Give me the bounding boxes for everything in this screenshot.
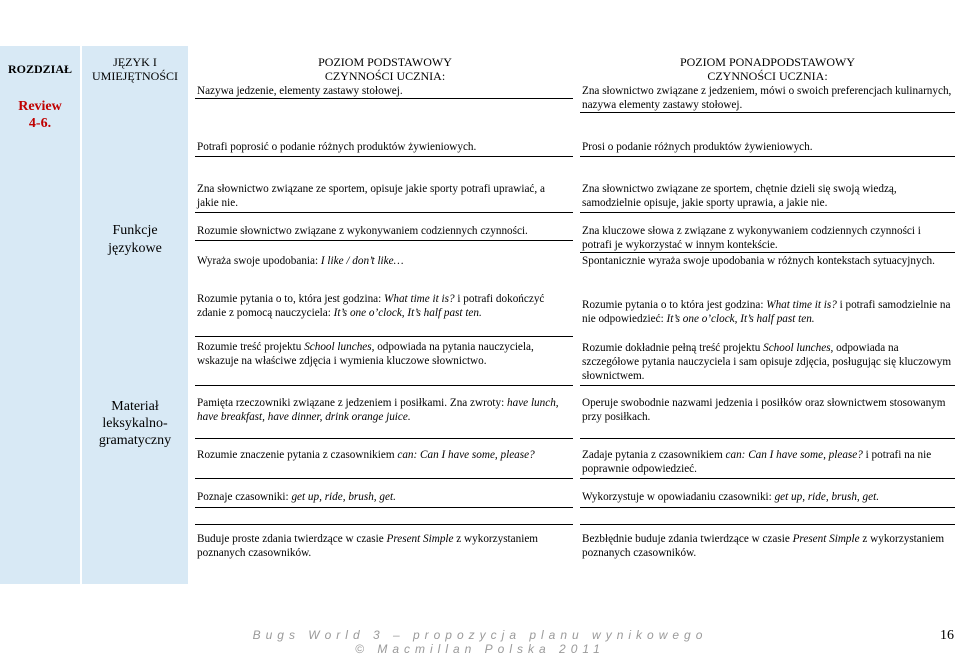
r11-advanced bbox=[582, 532, 952, 560]
r6-basic bbox=[197, 292, 562, 320]
r1-basic-underline bbox=[195, 98, 573, 99]
r1-advanced-underline bbox=[580, 112, 955, 113]
r9-basic-question: can: Can I have some, please? bbox=[397, 449, 535, 461]
r7-advanced-text1: Rozumie dokładnie pełną treść projektu bbox=[582, 342, 764, 354]
r11-advanced-text2: z wykorzystaniem poznanych czasowników. bbox=[582, 533, 945, 559]
r5-basic-text: Wyraża swoje upodobania: bbox=[197, 255, 321, 267]
r4-advanced: Zna kluczowe słowa z związane z wykonywaniem codziennych czynności i potrafi je wykorzystać w innym kontekście. bbox=[582, 225, 921, 251]
r10-basic bbox=[197, 490, 569, 504]
r10-basic-text: Poznaje czasowniki: bbox=[197, 491, 292, 503]
r7-advanced-text2: odpowiada na szczegółowe pytania nauczyciela i sam opisuje zdjęcia, posługując się kluczowym słownictwem. bbox=[582, 342, 952, 382]
footer-title: Bugs World 3 – propozycja planu wynikowego bbox=[252, 628, 708, 642]
r4-basic-underline bbox=[195, 240, 573, 241]
r5-basic bbox=[197, 254, 572, 268]
header-basic-line1: POZIOM PODSTAWOWY bbox=[318, 55, 452, 69]
header-chapter bbox=[0, 62, 80, 76]
r3-basic: Zna słownictwo związane ze sportem, opisuje jakie sporty potrafi uprawiać, a jakie nie. bbox=[197, 183, 545, 209]
r11-advanced-text1: Bezbłędnie buduje zdania twierdzące w czasie bbox=[582, 533, 793, 545]
r9-basic-underline bbox=[195, 478, 573, 479]
material-line2: leksykalno- bbox=[102, 416, 168, 431]
header-skills bbox=[82, 55, 188, 83]
r1-advanced: Zna słownictwo związane z jedzeniem, mówi o swoich preferencjach kulinarnych, nazywa elementy zastawy stołowej. bbox=[582, 85, 952, 111]
header-basic-line2: CZYNNOŚCI UCZNIA: bbox=[324, 69, 446, 83]
r6-advanced-answer: It’s one o’clock, It’s half past ten. bbox=[666, 313, 815, 325]
r9-advanced-text2: i potrafi na nie poprawnie odpowiedzieć. bbox=[582, 449, 932, 475]
r6-basic-answer: It’s one o’clock, It’s half past ten. bbox=[333, 307, 482, 319]
r7-basic-text1: Rozumie treść projektu bbox=[197, 341, 305, 353]
r11-basic-tense: Present Simple bbox=[386, 533, 454, 545]
r7-basic-underline bbox=[195, 385, 573, 386]
header-chapter-text: ROZDZIAŁ bbox=[7, 62, 72, 76]
r11-basic-text2: z wykorzystaniem poznanych czasowników. bbox=[197, 533, 539, 559]
r6-basic-underline bbox=[195, 336, 573, 337]
r3-basic-underline bbox=[195, 212, 573, 213]
r7-basic-project: School lunches, bbox=[304, 341, 375, 353]
r7-advanced-project: School lunches, bbox=[763, 342, 834, 354]
r2-basic: Potrafi poprosić o podanie różnych produktów żywieniowych. bbox=[197, 141, 477, 153]
r8-basic bbox=[197, 396, 569, 424]
r9-advanced bbox=[582, 448, 952, 476]
r9-advanced-underline bbox=[580, 478, 955, 479]
r10-basic-underline bbox=[195, 507, 573, 508]
r6-basic-text2: i potrafi dokończyć zdanie z pomocą nauczyciela: bbox=[197, 293, 545, 319]
material-line3: gramatyczny bbox=[98, 433, 172, 448]
chapter-line1: Review bbox=[18, 99, 62, 114]
header-advanced-line1: POZIOM PONADPODSTAWOWY bbox=[679, 55, 856, 69]
r11-advanced-tense: Present Simple bbox=[792, 533, 860, 545]
r10-basic-verbs: get up, ride, brush, get. bbox=[291, 491, 396, 503]
r10-advanced-text: Wykorzystuje w opowiadaniu czasowniki: bbox=[582, 491, 775, 503]
header-skills-line2: UMIEJĘTNOŚCI bbox=[92, 69, 178, 83]
r2-advanced-underline bbox=[580, 156, 955, 157]
header-advanced-line2: CZYNNOŚCI UCZNIA: bbox=[707, 69, 828, 83]
r5-basic-example: I like / don’t like… bbox=[320, 255, 404, 267]
r9-advanced-text1: Zadaje pytania z czasownikiem bbox=[582, 449, 726, 461]
r6-basic-text1: Rozumie pytania o to, która jest godzina: bbox=[197, 293, 385, 305]
r6-advanced-text1: Rozumie pytania o to która jest godzina: bbox=[582, 299, 767, 311]
r2-advanced: Prosi o podanie różnych produktów żywieniowych. bbox=[582, 141, 813, 153]
header-advanced bbox=[580, 55, 955, 83]
r4-advanced-underline bbox=[580, 252, 955, 253]
r6-advanced bbox=[582, 298, 952, 326]
chapter-label bbox=[0, 98, 80, 132]
r11-advanced-topline bbox=[580, 524, 955, 525]
page-number: 16 bbox=[940, 628, 954, 643]
r6-basic-question: What time it is? bbox=[384, 293, 455, 305]
r8-advanced-underline bbox=[580, 438, 955, 439]
r10-advanced bbox=[582, 490, 952, 504]
r7-basic bbox=[197, 340, 569, 368]
r6-advanced-text2: i potrafi samodzielnie na nie odpowiedzieć: bbox=[582, 299, 951, 325]
skills-functions-label bbox=[82, 222, 188, 258]
r2-basic-underline bbox=[195, 156, 573, 157]
functions-line1: Funkcje bbox=[112, 223, 158, 238]
r10-advanced-underline bbox=[580, 507, 955, 508]
r11-basic-topline bbox=[195, 524, 573, 525]
header-skills-line1: JĘZYK I bbox=[113, 55, 157, 69]
r8-basic-text: Pamięta rzeczowniki związane z jedzeniem i posiłkami. Zna zwroty: bbox=[197, 397, 508, 409]
header-basic bbox=[195, 55, 575, 83]
r3-advanced-underline bbox=[580, 212, 955, 213]
r9-basic bbox=[197, 448, 569, 462]
functions-line2: językowe bbox=[108, 241, 162, 256]
r8-basic-underline bbox=[195, 438, 573, 439]
r8-advanced: Operuje swobodnie nazwami jedzenia i posiłków oraz słownictwem stosowanym przy posiłkach. bbox=[582, 397, 946, 423]
r11-basic-text1: Buduje proste zdania twierdzące w czasie bbox=[197, 533, 387, 545]
chapter-line2: 4-6. bbox=[28, 116, 52, 131]
r9-advanced-question: can: Can I have some, please? bbox=[725, 449, 863, 461]
r5-advanced: Spontanicznie wyraża swoje upodobania w różnych kontekstach sytuacyjnych. bbox=[582, 255, 935, 267]
r7-advanced bbox=[582, 341, 952, 383]
r1-basic: Nazywa jedzenie, elementy zastawy stołowej. bbox=[197, 85, 403, 97]
r8-basic-phrases: have lunch, have breakfast, have dinner, drink orange juice. bbox=[197, 397, 559, 423]
r11-basic bbox=[197, 532, 569, 560]
material-line1: Materiał bbox=[111, 399, 159, 414]
r4-basic: Rozumie słownictwo związane z wykonywaniem codziennych czynności. bbox=[197, 225, 528, 237]
r10-advanced-verbs: get up, ride, brush, get. bbox=[774, 491, 879, 503]
r7-advanced-underline bbox=[580, 385, 955, 386]
r6-advanced-question: What time it is? bbox=[766, 299, 837, 311]
skills-column bbox=[82, 46, 188, 584]
footer-copyright: © Macmillan Polska 2011 bbox=[355, 642, 605, 656]
r9-basic-text: Rozumie znaczenie pytania z czasownikiem bbox=[197, 449, 398, 461]
r7-basic-text2: odpowiada na pytania nauczyciela, wskazuje na właściwe zdjęcia i wymienia kluczowe słownictwo. bbox=[197, 341, 534, 367]
r3-advanced: Zna słownictwo związane ze sportem, chętnie dzieli się swoją wiedzą, samodzielnie opisuje, jakie sporty uprawia, a jakie nie. bbox=[582, 183, 897, 209]
skills-material-label bbox=[82, 398, 188, 449]
